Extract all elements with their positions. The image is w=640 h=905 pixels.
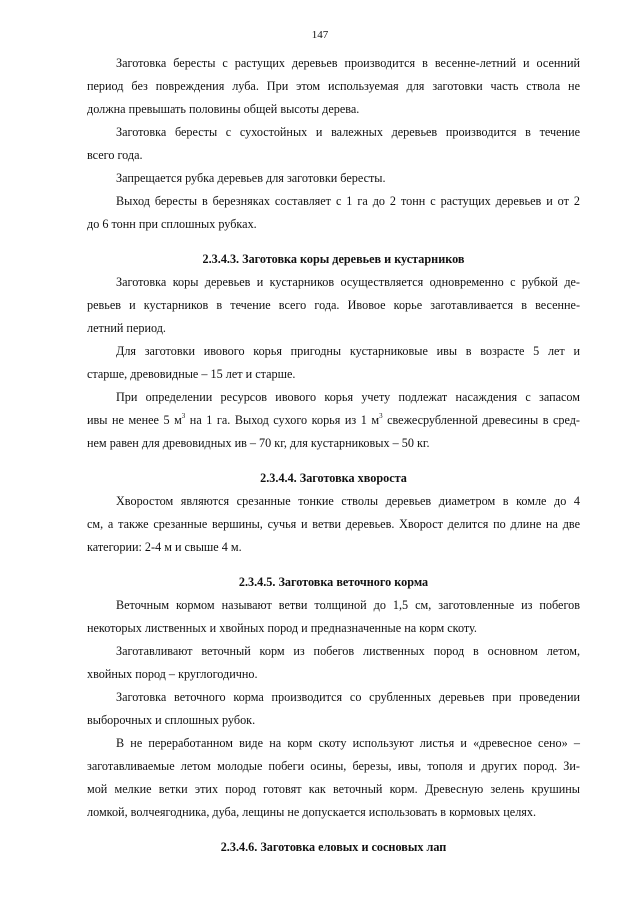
paragraph-line: до 6 тонн при сплошных рубках.	[87, 217, 257, 231]
paragraph-line: Заготовка бересты с растущих деревьев производится в весенне-летний и осенний	[116, 56, 580, 70]
paragraph-line: В не переработанном виде на корм скоту используют листья и «древесное сено» –	[116, 736, 580, 750]
section-heading: 2.3.4.6. Заготовка еловых и сосновых лап	[220, 840, 447, 854]
page-number: 147	[311, 29, 329, 41]
paragraph-line: см, а также срезанные вершины, сучья и ветви деревьев. Хворост делится по длине на две	[87, 517, 580, 531]
paragraph-line: выборочных и сплошных рубок.	[87, 713, 256, 727]
paragraph	[87, 390, 580, 459]
paragraph	[87, 275, 580, 344]
paragraph-line: летний период.	[87, 321, 166, 335]
paragraph-line: Заготовка бересты с сухостойных и валежных деревьев производится в течение	[116, 125, 580, 139]
paragraph-line: некоторых лиственных и хвойных пород и предназначенные на корм скоту.	[87, 621, 477, 635]
section-heading: 2.3.4.4. Заготовка хвороста	[260, 471, 407, 485]
paragraph-line: Веточным кормом называют ветви толщиной до 1,5 см, заготовленные из побегов	[116, 598, 580, 612]
paragraph	[87, 194, 580, 240]
paragraph-line: ревьев и кустарников в течение всего года. Ивовое корье заготавливается в весенне-	[87, 298, 580, 312]
paragraph-line: Заготавливают веточный корм из побегов лиственных пород в основном летом,	[116, 644, 580, 658]
paragraph-line: ивы не менее 5 $м^3$ на 1 га. Выход сухого корья из 1 $м^3$ свежесрубленной древесины в сред-	[87, 411, 580, 427]
paragraph-line: ломкой, волчеягодника, дуба, лещины не допускается использовать в кормовых целях.	[87, 805, 537, 819]
paragraph	[87, 736, 580, 828]
paragraph	[87, 598, 580, 644]
paragraph	[87, 494, 580, 563]
paragraph	[87, 644, 580, 690]
paragraph-line: заготавливаемые летом молодые побеги осины, березы, ивы, тополя и других пород. Зи-	[87, 759, 580, 773]
paragraph-line: Выход бересты в березняках составляет с 1 га до 2 тонн с растущих деревьев и от 2	[116, 194, 580, 208]
paragraph-line: хвойных пород – круглогодично.	[87, 667, 258, 681]
paragraph	[87, 125, 580, 171]
paragraph-line: старше, древовидные – 15 лет и старше.	[87, 367, 296, 381]
paragraph-line: Заготовка коры деревьев и кустарников осуществляется одновременно с рубкой де-	[116, 275, 580, 289]
paragraph-line: При определении ресурсов ивового корья учету подлежат насаждения с запасом	[116, 390, 580, 404]
paragraph-line: Хворостом являются срезанные тонкие стволы деревьев диаметром в комле до 4	[116, 494, 580, 508]
paragraph-line: Заготовка веточного корма производится со срубленных деревьев при проведении	[116, 690, 580, 704]
paragraph-line: категории: 2-4 м и свыше 4 м.	[87, 540, 242, 554]
paragraph-line: всего года.	[87, 148, 143, 162]
paragraph-line: период без повреждения луба. При этом используемая для заготовки часть ствола не	[87, 79, 580, 93]
paragraph	[87, 56, 580, 125]
document-body	[87, 56, 580, 863]
paragraph-line: нем равен для древовидных ив – 70 кг, для кустарниковых – 50 кг.	[87, 436, 430, 450]
section-heading: 2.3.4.3. Заготовка коры деревьев и кустарников	[202, 252, 465, 266]
paragraph	[87, 344, 580, 390]
paragraph-line: Для заготовки ивового корья пригодны кустарниковые ивы в возрасте 5 лет и	[116, 344, 580, 358]
paragraph-line: Запрещается рубка деревьев для заготовки бересты.	[116, 171, 386, 185]
paragraph-line: мой мелкие ветки этих пород готовят как веточный корм. Древесную зелень крушины	[87, 782, 580, 796]
paragraph-line: должна превышать половины общей высоты дерева.	[87, 102, 360, 116]
section-heading: 2.3.4.5. Заготовка веточного корма	[238, 575, 429, 589]
paragraph	[87, 690, 580, 736]
paragraph	[87, 171, 580, 194]
